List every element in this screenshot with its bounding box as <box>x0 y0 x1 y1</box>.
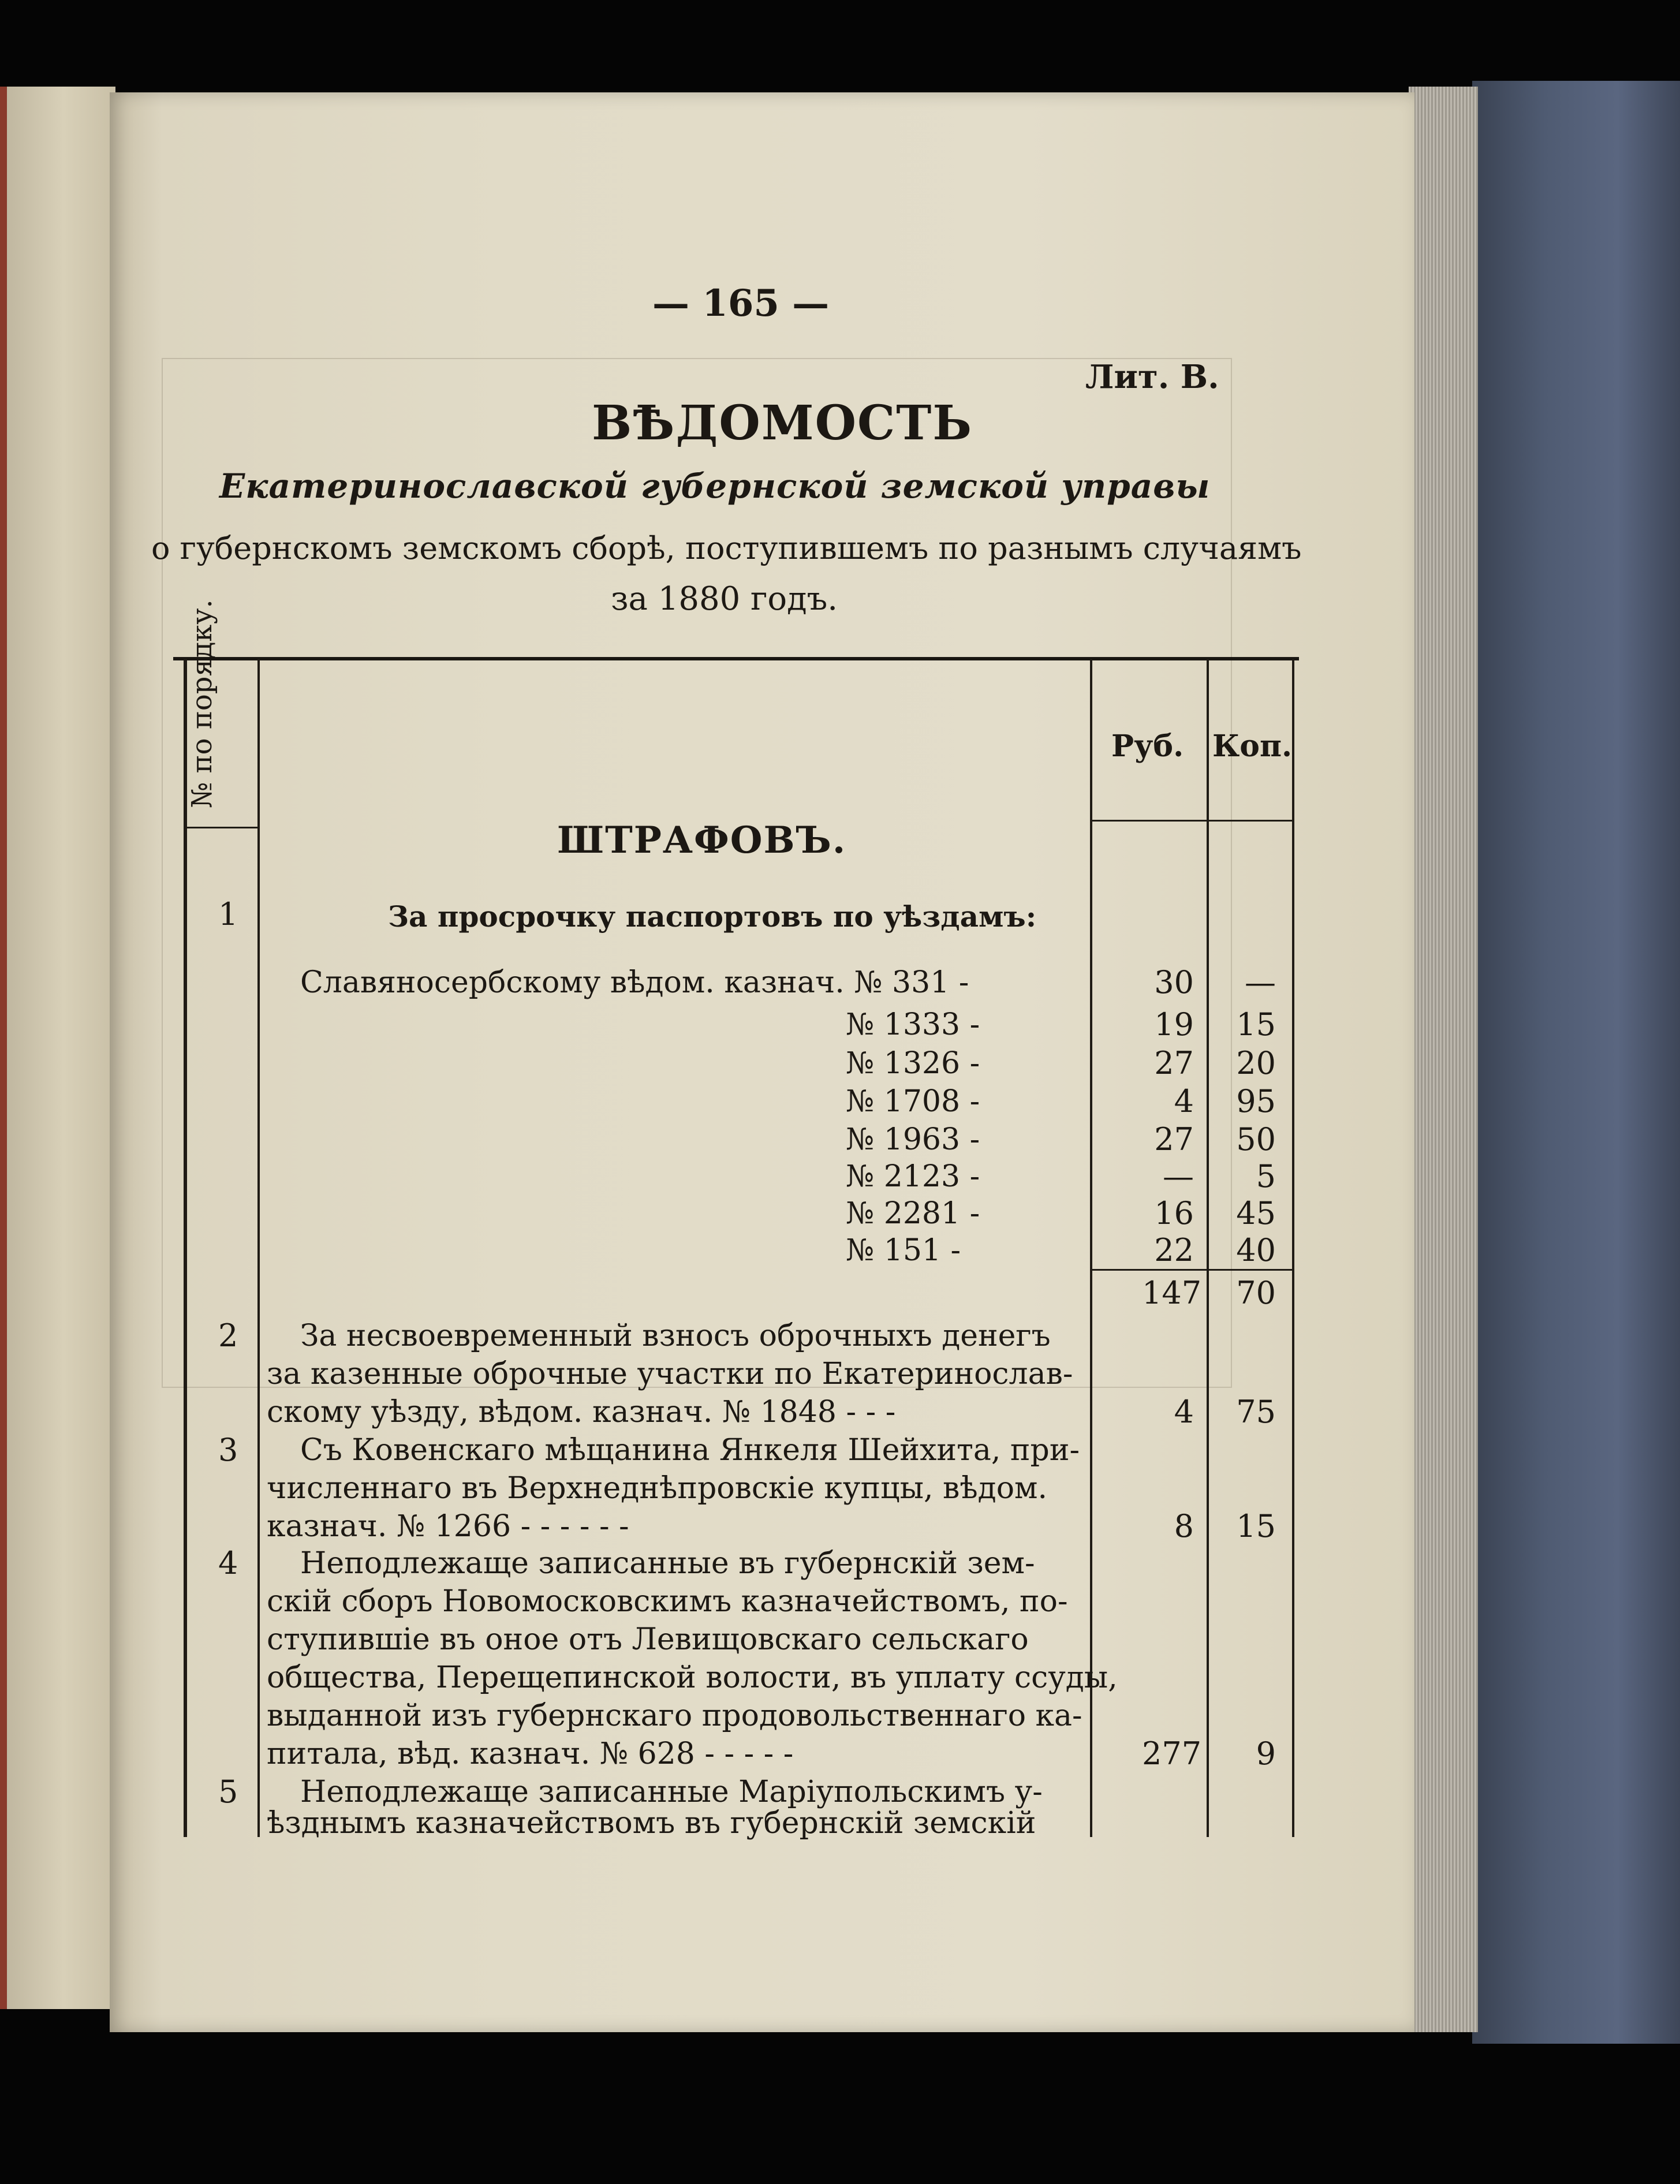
entry-line: выданной изъ губернскаго продовольственнаго ка- <box>267 1698 1082 1733</box>
document-year: за 1880 годъ. <box>611 580 838 618</box>
left-page-edge <box>0 87 115 2009</box>
entry-line: общества, Перещепинской волости, въ уплату ссуды, <box>267 1660 1118 1695</box>
left-header-rule <box>184 827 259 828</box>
entry-line: Неподлежаще записанные Маріупольскимъ у- <box>300 1775 1043 1809</box>
book-cover-right <box>1472 81 1680 2044</box>
header-rule <box>1090 820 1294 822</box>
amount-kop: 9 <box>1256 1735 1276 1772</box>
section-heading: ШТРАФОВЪ. <box>557 819 847 862</box>
amount-rub: 27 <box>1154 1045 1194 1081</box>
kop-column-divider <box>1207 659 1209 1837</box>
row-number: 3 <box>218 1432 238 1468</box>
amount-rub: — <box>1163 1158 1194 1194</box>
page-number: — 165 — <box>652 282 830 325</box>
row-number: 4 <box>218 1545 238 1581</box>
row-number: 1 <box>218 896 238 932</box>
entry-ref: № 1708 - <box>846 1084 980 1119</box>
amount-kop: 50 <box>1236 1121 1276 1158</box>
entry-line: Славяносербскому вѣдом. казнач. № 331 - <box>300 965 969 1000</box>
row-number: 2 <box>218 1317 238 1354</box>
row-number: 5 <box>218 1774 238 1810</box>
amount-rub: 19 <box>1154 1006 1194 1043</box>
amount-rub: 16 <box>1154 1195 1194 1231</box>
amount-kop: 5 <box>1256 1158 1276 1194</box>
column-header-kop: Коп. <box>1212 729 1293 764</box>
entry-line: Неподлежаще записанные въ губернскій зем- <box>300 1546 1035 1581</box>
amount-kop: 40 <box>1236 1232 1276 1268</box>
issuing-authority: Екатеринославской губернской земской управы <box>219 466 1211 506</box>
entry-line: численнаго въ Верхнеднѣпровскіе купцы, вѣдом. <box>267 1471 1047 1506</box>
entry-ref: № 151 - <box>846 1233 961 1268</box>
entry-line: ступившіе въ оное отъ Левищовскаго сельскаго <box>267 1622 1029 1657</box>
amount-kop: 75 <box>1236 1394 1276 1430</box>
table-left-border <box>184 659 187 1837</box>
entry-line: скій сборъ Новомосковскимъ казначействомъ, по- <box>267 1584 1068 1619</box>
amount-rub: 8 <box>1174 1508 1194 1544</box>
subtotal-rub: 147 <box>1142 1275 1202 1311</box>
entry-line: ѣзднымъ казначействомъ въ губернскій земскій <box>267 1806 1036 1840</box>
table-right-border <box>1292 659 1294 1837</box>
entry-line: за казенные оброчные участки по Екатеринослав- <box>267 1357 1073 1391</box>
amount-rub: 30 <box>1154 964 1194 1000</box>
amount-kop: 15 <box>1236 1508 1276 1544</box>
column-header-rub: Руб. <box>1111 729 1184 764</box>
entry-ref: № 1326 - <box>846 1046 980 1081</box>
entry-line: скому уѣзду, вѣдом. казнач. № 1848 - - - <box>267 1395 896 1429</box>
amount-kop: 45 <box>1236 1195 1276 1231</box>
page-edges <box>1409 87 1478 2032</box>
bleed-through-table <box>162 358 1232 1388</box>
table-top-rule <box>173 657 1299 660</box>
amount-rub: 22 <box>1154 1232 1194 1268</box>
number-column-divider <box>257 659 260 1837</box>
entry-ref: № 2281 - <box>846 1196 980 1231</box>
amount-kop: 20 <box>1236 1045 1276 1081</box>
amount-rub: 4 <box>1174 1394 1194 1430</box>
document-subject: о губернскомъ земскомъ сборѣ, поступившемъ по разнымъ случаямъ <box>151 530 1302 566</box>
column-header-number: № по порядку. <box>186 599 218 808</box>
entry-line: Съ Ковенскаго мѣщанина Янкеля Шейхита, при- <box>300 1433 1080 1468</box>
amount-rub: 277 <box>1142 1735 1202 1772</box>
entry-line: За несвоевременный взносъ оброчныхъ денегъ <box>300 1319 1051 1353</box>
amount-kop: 95 <box>1236 1083 1276 1119</box>
amount-kop: — <box>1245 964 1276 1000</box>
entry-ref: № 1333 - <box>846 1007 980 1042</box>
amount-rub: 27 <box>1154 1121 1194 1158</box>
entry-line: питала, вѣд. казнач. № 628 - - - - - <box>267 1737 794 1771</box>
subtotal-rule <box>1090 1269 1294 1271</box>
entry-line: казнач. № 1266 - - - - - - <box>267 1509 629 1544</box>
entry-ref: № 1963 - <box>846 1122 980 1157</box>
subtotal-kop: 70 <box>1236 1275 1276 1311</box>
document-title: ВѢДОМОСТЬ <box>592 395 973 451</box>
amount-rub: 4 <box>1174 1083 1194 1119</box>
entry-ref: № 2123 - <box>846 1159 980 1194</box>
subheading: За просрочку паспортовъ по уѣздамъ: <box>388 899 1037 934</box>
amount-kop: 15 <box>1236 1006 1276 1043</box>
attachment-label: Лит. В. <box>1085 358 1219 396</box>
